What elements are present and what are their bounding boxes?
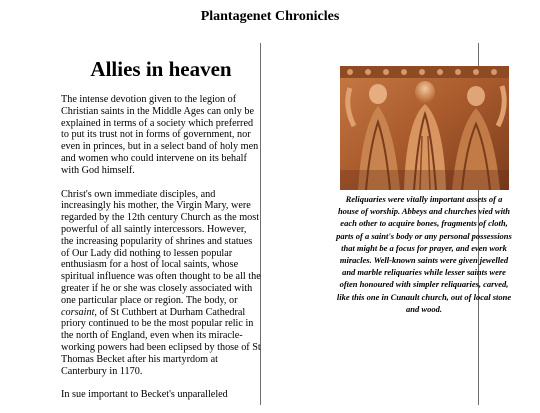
paragraph-text: Christ's own immediate disciples, and increasingly his mother, the Virgin Mary, were regarded by the 12th century Church as the most powerful of all saintly intercessors. However, the increasing popularity of shrines and statues of Our Lady did nothing to lessen popular enthusiasm for a host of local saints, whose spiritual influence was often thought to be all the greater if he or she was closely associated with one particular place or region. The body, or	[61, 188, 261, 306]
italic-term: corsaint	[61, 306, 95, 318]
site-title: Plantagenet Chronicles	[200, 9, 340, 24]
paragraph-text: , of St Cuthbert at Durham Cathedral priory continued to be the most popular relic in the north of England, even when its miracle-working powers had been eclipsed by those of St Thomas Becket after his martyrdom at Canterbury in 1170.	[61, 306, 261, 377]
article-heading: Allies in heaven	[90, 57, 232, 81]
article-paragraph: The intense devotion given to the legion of Christian saints in the Middle Ages can only be explained in terms of a society which preferred to put its trust not in forms of government, nor even in princes, but in a select band of holy men and women who could intervene on its behalf with God himself.	[61, 94, 259, 176]
article	[61, 56, 261, 413]
reliquary-photo	[340, 66, 509, 190]
figure-caption: Reliquaries were vitally important assets of a house of worship. Abbeys and churches vied with each other to acquire bones, fragments of cloth, parts of a saint's body or any personal possessions that might be a focus for prayer, and even work miracles. Well-known saints were given jewelled and marble reliquaries while lesser saints were often honoured with simpler reliquaries, carved, like this one in Cunault church, out of local stone and wood.	[336, 194, 512, 314]
article-paragraph: In sue important to Becket's unparalleled	[61, 389, 228, 401]
article-paragraph	[61, 189, 261, 378]
